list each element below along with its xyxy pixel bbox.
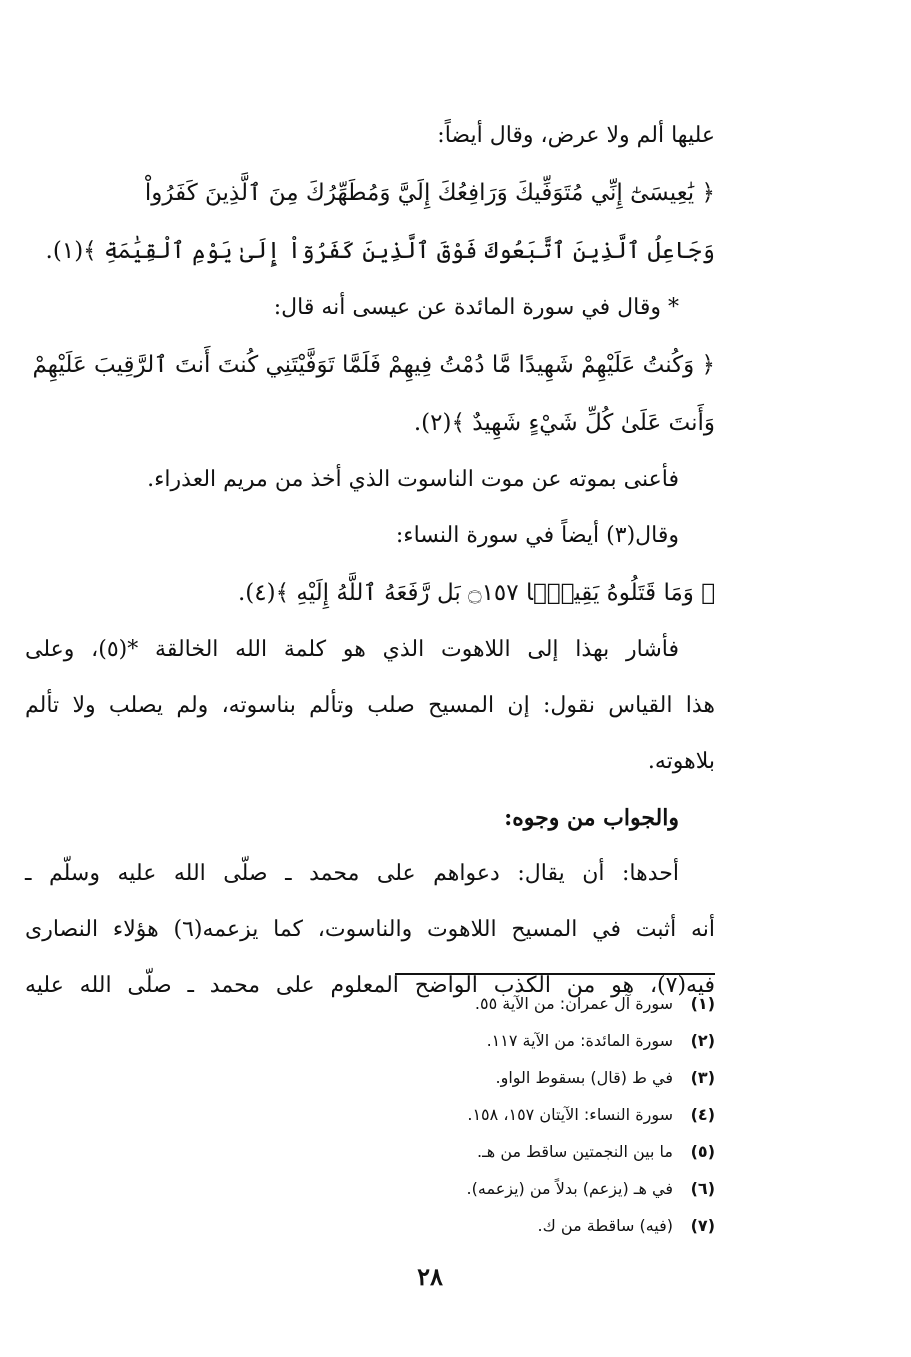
footnotes	[215, 985, 715, 1244]
footnote-separator	[395, 973, 715, 975]
footnote	[215, 1022, 715, 1059]
footnote	[215, 1170, 715, 1207]
footnote-text: في هـ (يزعم) بدلاً من (يزعمه).	[466, 1179, 673, 1198]
footnote-text: سورة المائدة: من الآية ١١٧.	[486, 1031, 673, 1050]
text-line: * وقال في سورة المائدة عن عيسى أنه قال:	[273, 295, 679, 320]
text-line: فيه(٧)، هو من الكذب الواضح المعلوم على محمد ـ صلّى الله عليه	[25, 973, 715, 998]
section-heading: والجواب من وجوه:	[504, 805, 679, 831]
quran-verse-line: وَأَنتَ عَلَىٰ كُلِّ شَيْءٍ شَهِيدٌ ﴾(٢).	[413, 410, 715, 436]
footnote-number: (٣)	[690, 1068, 715, 1087]
footnote	[215, 1207, 715, 1244]
page-number: ٢٨	[417, 1262, 443, 1291]
footnote-number: (٦)	[690, 1179, 715, 1198]
footnote-number: (٥)	[690, 1142, 715, 1161]
footnote-text: ما بين النجمتين ساقط من هـ.	[477, 1142, 673, 1161]
footnote-number: (٧)	[690, 1216, 715, 1235]
text-line: بلاهوته.	[647, 749, 715, 774]
text-line: وقال(٣) أيضاً في سورة النساء:	[395, 523, 679, 548]
footnote-number: (٢)	[690, 1031, 715, 1050]
text-line: عليها ألم ولا عرض، وقال أيضاً:	[437, 123, 715, 148]
footnote-text: سورة النساء: الآيتان ١٥٧، ١٥٨.	[467, 1105, 673, 1124]
footnote	[215, 1096, 715, 1133]
text-line: فأعنى بموته عن موت الناسوت الذي أخذ من مريم العذراء.	[147, 467, 679, 492]
footnote	[215, 1059, 715, 1096]
footnote	[215, 1133, 715, 1170]
quran-verse-line: وَجَاعِلُ ٱلَّذِينَ ٱتَّبَعُوكَ فَوْقَ ٱلَّذِينَ كَفَرُوٓاْ إِلَىٰ يَوْمِ ٱلْقِيَٰمَةِ ﴾(١).	[45, 238, 715, 264]
main-text	[25, 108, 715, 1014]
footnote	[215, 985, 715, 1022]
footnote-text: (فيه) ساقطة من ك.	[537, 1216, 673, 1235]
quran-verse-line: ﴿ يَٰعِيسَىٰٓ إِنِّي مُتَوَفِّيكَ وَرَافِعُكَ إِلَيَّ وَمُطَهِّرُكَ مِنَ ٱلَّذِينَ كَفَرُواْ	[144, 180, 715, 206]
text-line: أحدها: أن يقال: دعواهم على محمد ـ صلّى الله عليه وسلّم ـ	[25, 861, 679, 886]
footnote-number: (٤)	[690, 1105, 715, 1124]
quran-verse-line: ﴿ وَمَا قَتَلُوهُ يَقِينًۢا ۝١٥٧ بَل رَّفَعَهُ ٱللَّهُ إِلَيْهِ ﴾(٤).	[237, 580, 715, 606]
footnote-text: في ط (قال) بسقوط الواو.	[495, 1068, 673, 1087]
quran-verse-line: ﴿ وَكُنتُ عَلَيْهِمْ شَهِيدًا مَّا دُمْتُ فِيهِمْ فَلَمَّا تَوَفَّيْتَنِي كُنتَ أَنتَ ٱلرَّقِيبَ عَلَيْهِمْ	[32, 352, 715, 378]
text-line: أنه أثبت في المسيح اللاهوت والناسوت، كما يزعمه(٦) هؤلاء النصارى	[25, 917, 715, 942]
footnote-number: (١)	[690, 994, 715, 1013]
footnote-text: سورة آل عمران: من الآية ٥٥.	[474, 994, 673, 1013]
text-line: فأشار بهذا إلى اللاهوت الذي هو كلمة الله الخالقة *(٥)، وعلى	[25, 637, 679, 662]
text-line: هذا القياس نقول: إن المسيح صلب وتألم بناسوته، ولم يصلب ولا تألم	[25, 693, 715, 718]
